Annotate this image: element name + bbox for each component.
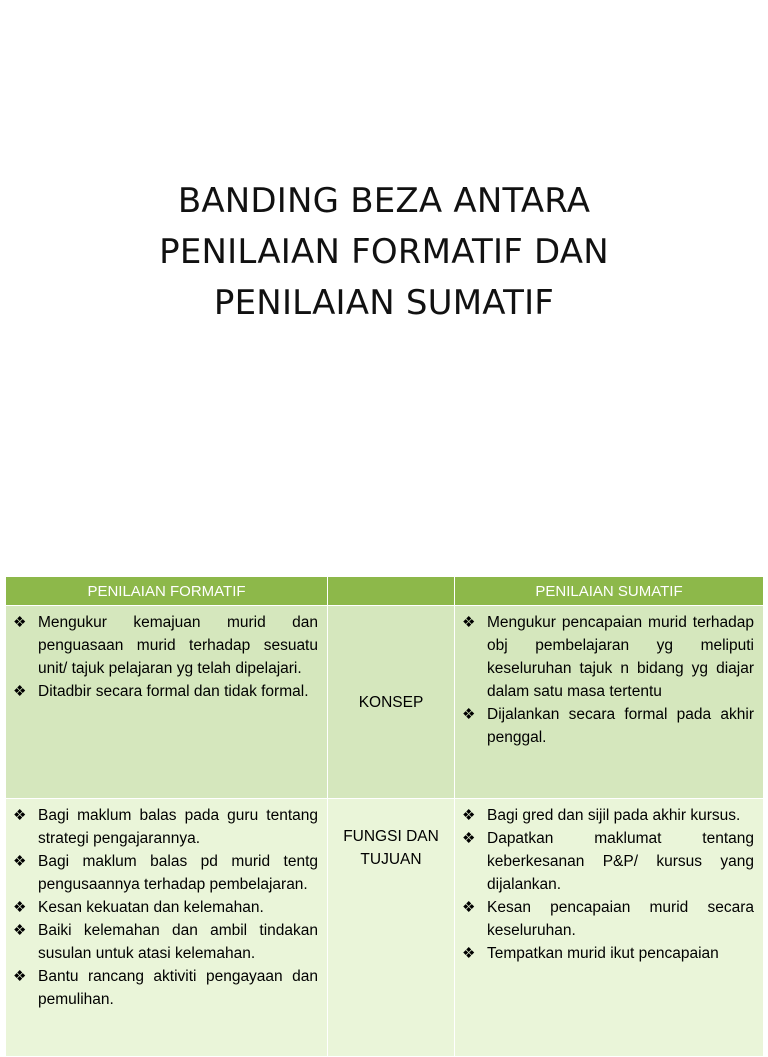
list-item-text: Kesan kekuatan dan kelemahan.	[38, 899, 264, 916]
list-item	[13, 896, 318, 919]
aspect-label-cell	[328, 606, 455, 799]
list-item	[462, 611, 754, 703]
list-item-text: Baiki kelemahan dan ambil tindakan susulan untuk atasi kelemahan.	[38, 922, 318, 962]
diamond-bullet-icon: ❖	[13, 968, 27, 985]
diamond-bullet-icon: ❖	[13, 922, 27, 939]
diamond-bullet-icon: ❖	[13, 899, 27, 916]
diamond-bullet-icon: ❖	[462, 807, 476, 824]
table-row-fungsi	[6, 799, 764, 1057]
header-aspect	[328, 577, 455, 606]
list-item-text: Bagi maklum balas pada guru tentang strategi pengajarannya.	[38, 807, 318, 847]
list-item	[462, 703, 754, 749]
list-item-text: Dijalankan secara formal pada akhir penggal.	[487, 706, 754, 746]
list-item-text: Mengukur kemajuan murid dan penguasaan murid terhadap sesuatu unit/ tajuk pelajaran yg telah dipelajari.	[38, 614, 318, 677]
aspect-label: KONSEP	[358, 693, 424, 711]
sumatif-list	[456, 607, 762, 749]
aspect-label-cell	[328, 799, 455, 1057]
aspect-label: FUNGSI DAN TUJUAN	[343, 828, 439, 868]
list-item	[462, 804, 754, 827]
list-item	[13, 611, 318, 680]
list-item-text: Kesan pencapaian murid secara keseluruhan.	[487, 899, 754, 939]
list-item-text: Bagi maklum balas pd murid tentg pengusaannya terhadap pembelajaran.	[38, 853, 318, 893]
formatif-cell	[6, 799, 328, 1057]
formatif-list	[7, 800, 326, 1011]
list-item	[13, 680, 318, 703]
diamond-bullet-icon: ❖	[462, 945, 476, 962]
title-line: PENILAIAN FORMATIF DAN	[159, 232, 609, 272]
list-item-text: Tempatkan murid ikut pencapaian	[487, 945, 719, 962]
formatif-cell	[6, 606, 328, 799]
header-sumatif: PENILAIAN SUMATIF	[455, 577, 764, 606]
list-item	[13, 804, 318, 850]
list-item	[462, 896, 754, 942]
slide-title	[0, 176, 768, 329]
list-item-text: Bagi gred dan sijil pada akhir kursus.	[487, 807, 741, 824]
title-line: PENILAIAN SUMATIF	[213, 283, 555, 323]
header-formatif: PENILAIAN FORMATIF	[6, 577, 328, 606]
diamond-bullet-icon: ❖	[13, 853, 27, 870]
sumatif-cell	[455, 606, 764, 799]
list-item	[13, 965, 318, 1011]
diamond-bullet-icon: ❖	[13, 807, 27, 824]
diamond-bullet-icon: ❖	[462, 830, 476, 847]
table-header-row	[6, 577, 764, 606]
diamond-bullet-icon: ❖	[462, 899, 476, 916]
list-item-text: Ditadbir secara formal dan tidak formal.	[38, 683, 309, 700]
list-item	[462, 942, 754, 965]
sumatif-cell	[455, 799, 764, 1057]
diamond-bullet-icon: ❖	[462, 614, 476, 631]
diamond-bullet-icon: ❖	[13, 683, 27, 700]
diamond-bullet-icon: ❖	[13, 614, 27, 631]
list-item-text: Bantu rancang aktiviti pengayaan dan pemulihan.	[38, 968, 318, 1008]
list-item	[13, 850, 318, 896]
sumatif-list	[456, 800, 762, 965]
formatif-list	[7, 607, 326, 703]
list-item	[462, 827, 754, 896]
comparison-table	[5, 576, 764, 1057]
list-item-text: Dapatkan maklumat tentang keberkesanan P&P/ kursus yang dijalankan.	[487, 830, 754, 893]
list-item-text: Mengukur pencapaian murid terhadap obj pembelajaran yg meliputi keseluruhan tajuk n bidang yg diajar dalam satu masa tertentu	[487, 614, 754, 700]
table-row-konsep	[6, 606, 764, 799]
list-item	[13, 919, 318, 965]
diamond-bullet-icon: ❖	[462, 706, 476, 723]
title-line: BANDING BEZA ANTARA	[177, 181, 591, 221]
